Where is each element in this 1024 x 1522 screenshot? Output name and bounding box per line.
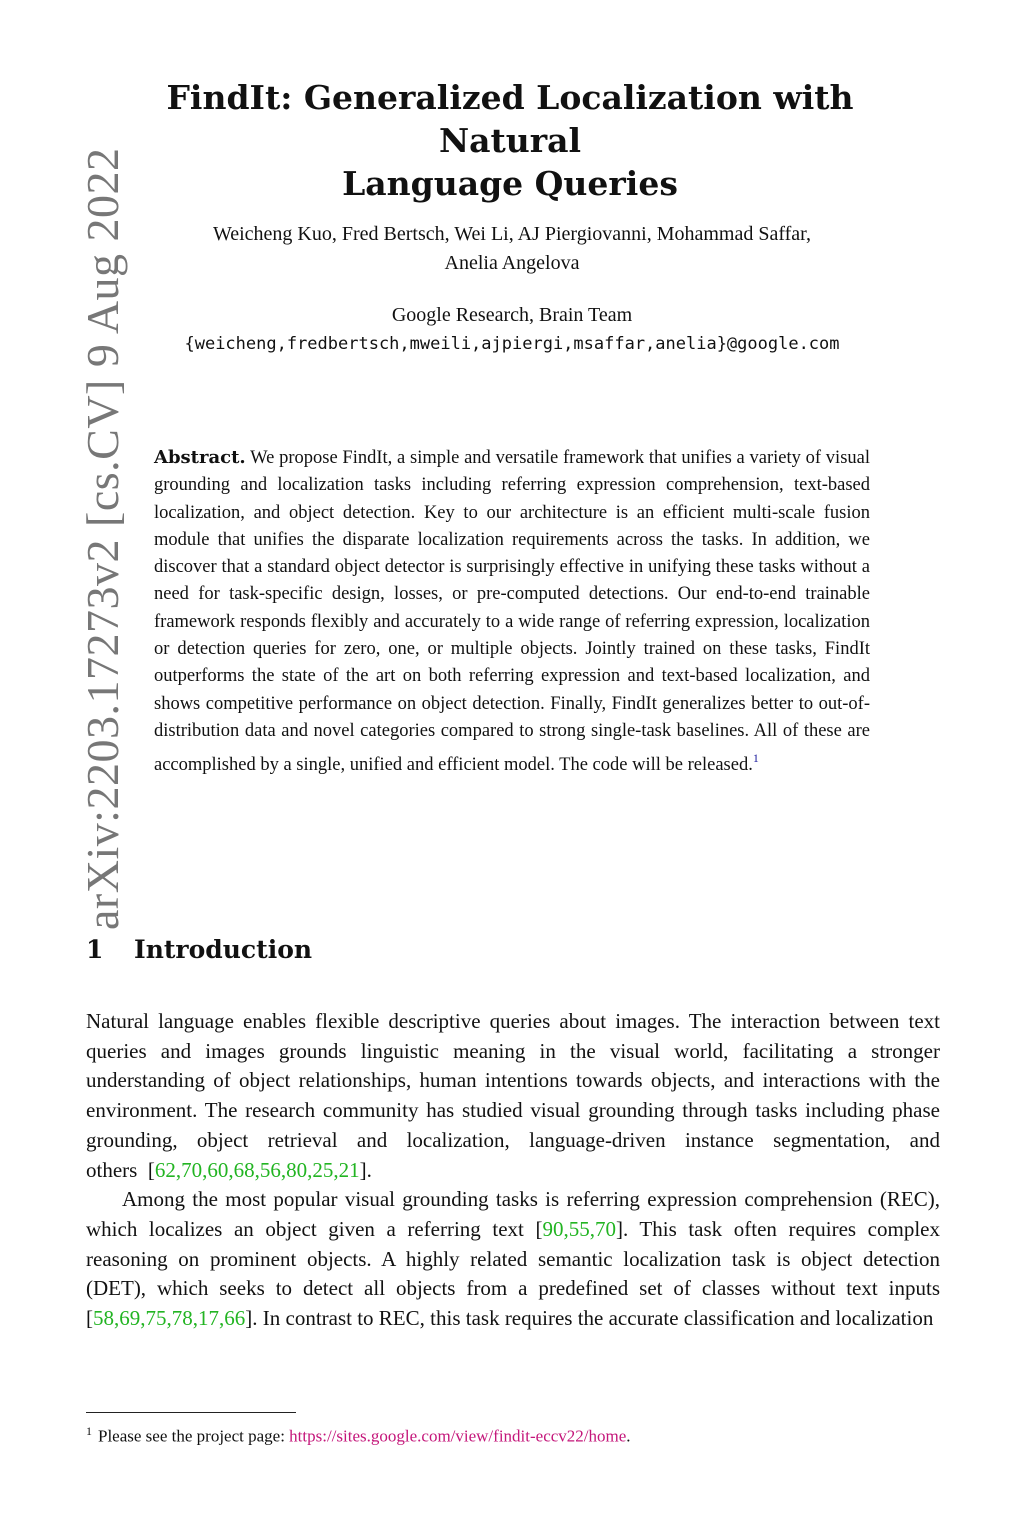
footnote: $^1$ Please see the project page: https://sites.google.com/view/findit-eccv22/home. <box>86 1424 631 1446</box>
section-number: 1 <box>86 935 104 964</box>
intro-paragraph-1: Natural language enables flexible descriptive queries about images. The interaction between text queries and images grounds linguistic meaning in the visual world, facilitating a stronger understanding of object relationships, human intentions towards objects, and interactions with the environment. The research community has studied visual grounding through tasks including phase grounding, object retrieval and localization, language-driven instance segmentation, and others [62,70,60,68,56,80,25,21]. <box>86 1009 940 1182</box>
affiliation: Google Research, Brain Team <box>391 304 633 326</box>
citation-link[interactable]: 62,70,60,68,56,80,25,21 <box>154 1157 360 1182</box>
author-list <box>100 220 924 278</box>
section-heading-introduction <box>86 935 312 964</box>
intro-paragraph-2: Among the most popular visual grounding tasks is referring expression comprehension (REC), which localizes an object given a referring text [90,55,70]. This task often requires complex reasoning on prominent objects. A highly related semantic localization task is object detection (DET), which seeks to detect all objects from a predefined set of classes without text inputs [58,69,75,78,17,66]. In contrast to REC, this task requires the accurate classification and localization <box>86 1187 940 1331</box>
authors-line-1: Weicheng Kuo, Fred Bertsch, Wei Li, AJ Piergiovanni, Mohammad Saffar, <box>212 223 812 245</box>
title-line-1: FindIt: Generalized Localization with Natural <box>166 78 854 160</box>
abstract-label: Abstract. <box>154 447 246 468</box>
introduction-body <box>86 1007 940 1334</box>
abstract <box>154 444 870 780</box>
section-title: Introduction <box>134 935 313 964</box>
arxiv-identifier-stamp: arXiv:2203.17273v2 [cs.CV] 9 Aug 2022 <box>77 147 128 930</box>
footnote-number: 1 <box>86 1424 92 1438</box>
author-emails: {weicheng,fredbertsch,mweili,ajpiergi,msaffar,anelia}@google.com <box>184 334 840 354</box>
authors-line-2: Anelia Angelova <box>444 252 580 274</box>
paper-title <box>100 76 920 205</box>
citation-link[interactable]: 58,69,75,78,17,66 <box>93 1306 246 1331</box>
paragraph-1-text: Natural language enables flexible descriptive queries about images. The interaction between text queries and images grounds linguistic meaning in the visual world, facilitating a stronger understanding of object relationships, human intentions towards objects, and interactions with the environment. The research community has studied visual grounding through tasks including phase grounding, object retrieval and localization, language-driven instance segmentation, and others <box>86 1009 940 1182</box>
paragraph-2-text-part-3: In contrast to REC, this task requires the accurate classification and localization <box>262 1306 934 1331</box>
abstract-footnote-marker[interactable]: 1 <box>752 751 759 766</box>
footnote-text: Please see the project page: <box>98 1426 285 1446</box>
paragraph-2-text-part-1: Among the most popular visual grounding tasks is referring expression comprehension (REC), which localizes an object given a referring text <box>86 1187 940 1241</box>
footnote-divider <box>86 1412 296 1413</box>
abstract-text: We propose FindIt, a simple and versatile framework that unifies a variety of visual grounding and localization tasks including referring expression comprehension, text-based localization, and object detection. Key to our architecture is an efficient multi-scale fusion module that unifies the disparate localization requirements across the tasks. In addition, we discover that a standard object detector is surprisingly effective in unifying these tasks without a need for task-specific design, losses, or pre-computed detections. Our end-to-end trainable framework responds flexibly and accurately to a wide range of referring expression, localization or detection queries for zero, one, or multiple objects. Jointly trained on these tasks, FindIt outperforms the state of the art on both referring expression and text-based localization, and shows competitive performance on object detection. Finally, FindIt generalizes better to out-of-distribution data and novel categories compared to strong single-task baselines. All of these are accomplished by a single, unified and efficient model. The code will be released. <box>154 448 870 776</box>
project-page-link[interactable]: https://sites.google.com/view/findit-eccv22/home <box>289 1426 627 1446</box>
citation-link[interactable]: 90,55,70 <box>542 1216 616 1241</box>
paragraph-2-text-part-2: This task often requires complex reasoning on prominent objects. A highly related semantic localization task is object detection (DET), which seeks to detect all objects from a predefined set of classes without text inputs <box>86 1216 940 1301</box>
title-line-2: Language Queries <box>342 164 678 203</box>
